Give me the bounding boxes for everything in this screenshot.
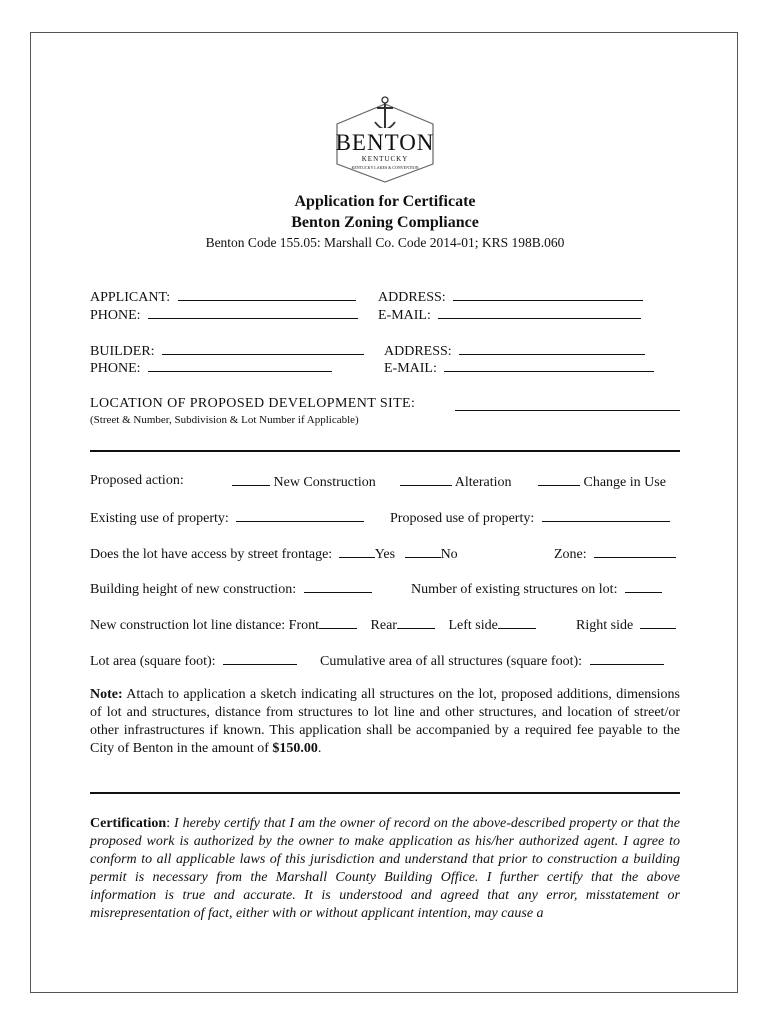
no-field[interactable] xyxy=(405,545,441,558)
builder-email-field[interactable] xyxy=(444,359,654,372)
certification-paragraph: Certification: I hereby certify that I am the owner of record on the above-described property or that the proposed work is authorized by the owner to make application as his/her authorized agent. I agree to conform to all applicable laws of this jurisdiction and understand that prior to construction a building permit is necessary from the Marshall County Building Office. I further certify that the above information is true and accurate. It is understood and agreed that any error, misstatement or misrepresentation of fact, either with or without applicant intention, may cause a xyxy=(90,816,680,921)
lot-area-field[interactable] xyxy=(223,652,297,665)
lot-line-row: New construction lot line distance: Front Rear Left side xyxy=(90,616,536,634)
cumulative-area-field[interactable] xyxy=(590,652,664,665)
builder-field[interactable] xyxy=(162,342,364,355)
code-line: Benton Code 155.05: Marshall Co. Code 2014-01; KRS 198B.060 xyxy=(205,235,565,250)
cumulative-area-row: Cumulative area of all structures (square foot): xyxy=(320,652,664,670)
existing-structures-field[interactable] xyxy=(625,580,662,593)
applicant-field[interactable] xyxy=(178,288,356,301)
logo-state: KENTUCKY xyxy=(361,155,409,163)
logo-name: BENTON xyxy=(335,130,435,155)
builder-row: BUILDER: xyxy=(90,342,364,360)
applicant-email-field[interactable] xyxy=(438,306,641,319)
change-in-use-option[interactable]: Change in Use xyxy=(538,473,666,491)
building-height-row: Building height of new construction: xyxy=(90,580,372,598)
zone-row: Zone: xyxy=(554,545,676,563)
builder-address-field[interactable] xyxy=(459,342,645,355)
yes-field[interactable] xyxy=(339,545,375,558)
proposed-use-row: Proposed use of property: xyxy=(390,509,670,527)
applicant-phone-field[interactable] xyxy=(148,306,358,319)
builder-address-row: ADDRESS: xyxy=(384,342,645,360)
applicant-email-row: E-MAIL: xyxy=(378,306,641,324)
right-side-field[interactable] xyxy=(640,616,676,629)
applicant-phone-row: PHONE: xyxy=(90,306,358,324)
applicant-row: APPLICANT: xyxy=(90,288,356,306)
rear-field[interactable] xyxy=(397,616,435,629)
left-side-field[interactable] xyxy=(498,616,536,629)
lot-area-row: Lot area (square foot): xyxy=(90,652,297,670)
divider-1 xyxy=(90,450,680,452)
existing-structures-row: Number of existing structures on lot: xyxy=(411,580,662,598)
new-construction-option[interactable]: New Construction xyxy=(232,473,376,491)
benton-logo xyxy=(325,94,445,184)
location-field[interactable] xyxy=(455,398,680,411)
applicant-address-row: ADDRESS: xyxy=(378,288,643,306)
logo-tagline: KENTUCKY LAKES & CONVENTION xyxy=(351,165,419,170)
proposed-use-field[interactable] xyxy=(542,509,670,522)
alteration-option[interactable]: Alteration xyxy=(400,473,512,491)
builder-email-row: E-MAIL: xyxy=(384,359,654,377)
existing-use-field[interactable] xyxy=(236,509,364,522)
building-height-field[interactable] xyxy=(304,580,372,593)
location-label: LOCATION OF PROPOSED DEVELOPMENT SITE: xyxy=(90,396,416,411)
note-paragraph: Note: Attach to application a sketch indicating all structures on the lot, proposed additions, dimensions of lot and structures, distance from structures to lot line and other structures, and location of street/or other infrastructures if known. This application shall be accompanied by a required fee payable to the City of Benton in the amount of $150.00. xyxy=(90,687,680,756)
zone-field[interactable] xyxy=(594,545,676,558)
front-field[interactable] xyxy=(319,616,357,629)
title-line-2: Benton Zoning Compliance xyxy=(291,214,479,231)
location-hint: (Street & Number, Subdivision & Lot Number if Applicable) xyxy=(90,414,359,426)
builder-phone-field[interactable] xyxy=(148,359,332,372)
title-line-1: Application for Certificate xyxy=(294,193,476,210)
applicant-address-field[interactable] xyxy=(453,288,643,301)
street-access-row: Does the lot have access by street frontage: Yes No xyxy=(90,547,458,562)
divider-2 xyxy=(90,792,680,794)
builder-phone-row: PHONE: xyxy=(90,359,332,377)
proposed-action-label: Proposed action: xyxy=(90,473,184,488)
existing-use-row: Existing use of property: xyxy=(90,509,364,527)
right-side-row: Right side xyxy=(576,616,676,634)
